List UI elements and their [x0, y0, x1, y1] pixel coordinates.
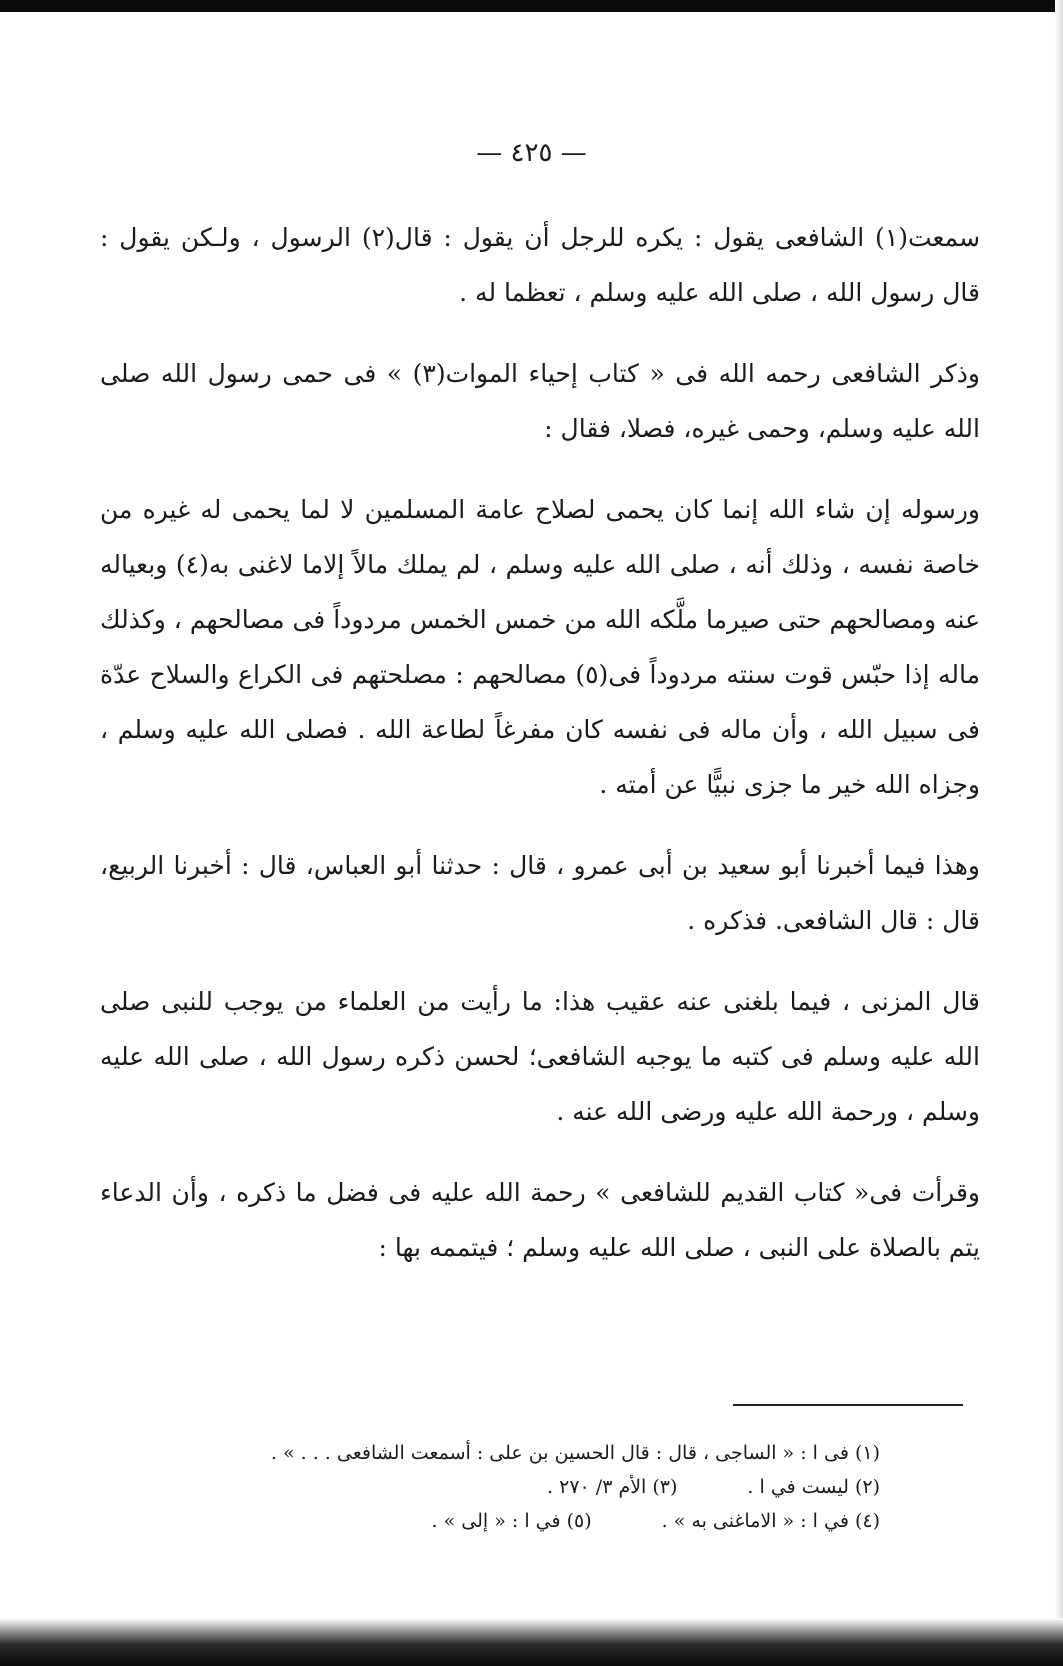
paragraph-1: سمعت(١) الشافعى يقول : يكره للرجل أن يقول : قال(٢) الرسول ، ولـكن يقول : قال رسول الله ، صلى الله عليه وسلم ، تعظما له . — [100, 223, 981, 307]
footnote-row — [240, 1504, 880, 1538]
footnotes — [240, 1436, 880, 1538]
scan-edge-right — [1055, 0, 1063, 1666]
footnote-2: (٢) ليست في ا . — [747, 1476, 880, 1498]
footnote-3: (٣) الأم ٣/ ٢٧٠ . — [547, 1476, 678, 1498]
scan-edge-bottom — [0, 1618, 1063, 1666]
scan-edge-top — [0, 0, 1063, 12]
footnote-5: (٥) في ا : « إلى » . — [431, 1510, 592, 1532]
footnote-1: (١) فى ا : « الساجى ، قال : قال الحسين بن على : أسمعت الشافعى . . . » . — [270, 1442, 880, 1464]
footnote-row — [240, 1470, 880, 1504]
footnote-rule — [733, 1404, 963, 1406]
paragraph-4: وهذا فيما أخبرنا أبو سعيد بن أبى عمرو ، قال : حدثنا أبو العباس، قال : أخبرنا الربيع، قال : قال الشافعى. فذكره . — [100, 851, 980, 935]
paragraph-6: وقرأت فى« كتاب القديم للشافعى » رحمة الله عليه فى فضل ما ذكره ، وأن الدعاء يتم بالصلاة على النبى ، صلى الله عليه وسلم ؛ فيتممه بها : — [100, 1178, 980, 1262]
paragraph-2: وذكر الشافعى رحمه الله فى « كتاب إحياء الموات(٣) » فى حمى رسول الله صلى الله عليه وسلم، وحمى غيره، فصلا، فقال : — [100, 359, 980, 443]
footnote-row — [240, 1436, 880, 1470]
paragraph-3: ورسوله إن شاء الله إنما كان يحمى لصلاح عامة المسلمين لا لما يحمى له غيره من خاصة نفسه ، وذلك أنه ، صلى الله عليه وسلم ، لم يملك مالاً إلاما لاغنى به(٤) وبعياله عنه ومصالحهم حتى صيرما ملَّكه الله من خمس الخمس مردوداً فى مصالحهم ، وكذلك ماله إذا حبّس قوت سنته مردوداً فى(٥) مصالحهم : مصلحتهم فى الكراع والسلاح عدّة فى سبيل الله ، وأن ماله فى نفسه كان مفرغاً لطاعة الله . فصلى الله عليه وسلم ، وجزاه الله خير ما جزى نبيًّا عن أمته . — [100, 495, 980, 799]
paragraph-5: قال المزنى ، فيما بلغنى عنه عقيب هذا: ما رأيت من العلماء من يوجب للنبى صلى الله عليه وسلم فى كتبه ما يوجبه الشافعى؛ لحسن ذكره رسول الله ، صلى الله عليه وسلم ، ورحمة الله عليه ورضى الله عنه . — [100, 987, 980, 1126]
body-text — [100, 210, 980, 1301]
page-number: — ٤٢٥ — — [476, 138, 587, 168]
footnote-4: (٤) في ا : « الاماغنى به » . — [661, 1510, 880, 1532]
